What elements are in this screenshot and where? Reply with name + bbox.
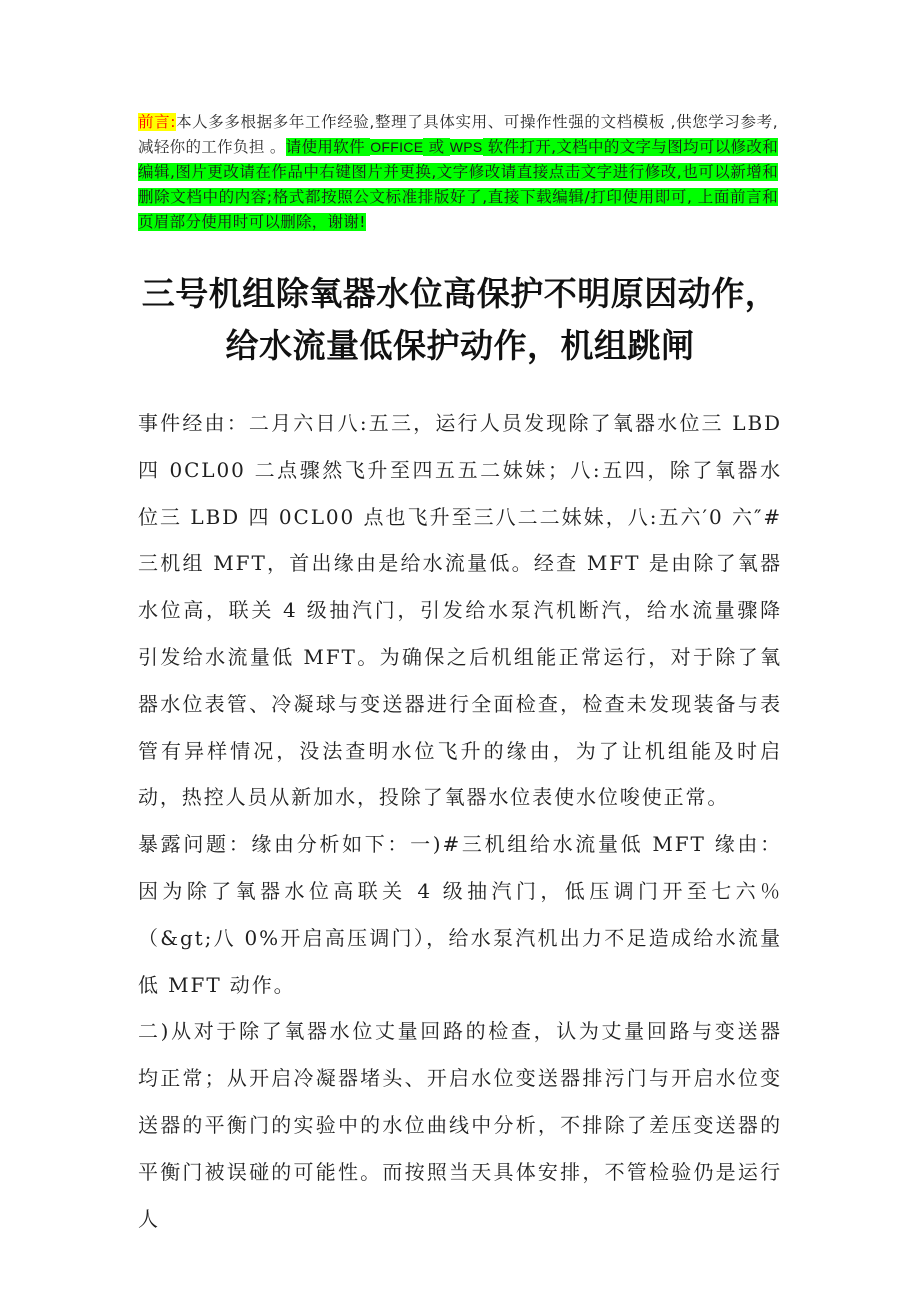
preface-instruction-wps: WPS bbox=[449, 139, 483, 155]
preface-instruction-rest: 软件打开,文档中的文字与图均可以修改和编辑,图片更改请在作品中右键图片并更换,文字修改请直接点击文字进行修改,也可以新增和删除文档中的内容;格式都按照公文标准排版好了,直接下载编辑/打印使用即可, 上面前言和页眉部分使用时可以删除，谢谢! bbox=[138, 138, 778, 231]
preface-block bbox=[138, 110, 778, 235]
preface-intro: 本人多多根据多年工作经验,整理了具体实用、可操作性强的文档模板 ,供您学习参考, 减轻你的工作负担 。 bbox=[138, 113, 778, 156]
document-body bbox=[138, 400, 782, 1242]
preface-instruction-office: OFFICE bbox=[370, 139, 424, 155]
preface-label: 前言: bbox=[138, 113, 176, 131]
paragraph-event-description: 事件经由：二月六日八:五三，运行人员发现除了氧器水位三 LBD 四 0CL00 二点骤然飞升至四五五二妹妹；八:五四，除了氧器水位三 LBD 四 0CL00 点也飞升至三八二二妹妹，八:五六′0 六″#三机组 MFT，首出缘由是给水流量低。经查 MFT 是由除了氧器水位高，联关 4 级抽汽门，引发给水泵汽机断汽，给水流量骤降引发给水流量低 MFT。为确保之后机组能正常运行，对于除了氧器水位表管、冷凝球与变送器进行全面检查，检查未发现装备与表管有异样情况，没法查明水位飞升的缘由，为了让机组能及时启动，热控人员从新加水，投除了氧器水位表使水位唆使正常。 bbox=[138, 411, 782, 810]
paragraph-exposed-issues: 暴露问题：缘由分析如下：一)#三机组给水流量低 MFT 缘由：因为除了氧器水位高联关 4 级抽汽门，低压调门开至七六％（&gt;八 0%开启高压调门），给水泵汽机出力不足造成给水流量低 MFT 动作。 bbox=[138, 832, 782, 997]
title-line-1: 三号机组除氧器水位高保护不明原因动作， bbox=[141, 274, 779, 313]
document-title bbox=[120, 268, 800, 372]
paragraph-analysis-2: 二)从对于除了氧器水位丈量回路的检查，认为丈量回路与变送器均正常；从开启冷凝器堵头、开启水位变送器排污门与开启水位变送器的平衡门的实验中的水位曲线中分析，不排除了差压变送器的平衡门被误碰的可能性。而按照当天具体安排，不管检验仍是运行人 bbox=[138, 1019, 782, 1231]
preface-instruction-or: 或 bbox=[423, 138, 450, 156]
title-line-2: 给水流量低保护动作，机组跳闸 bbox=[225, 326, 695, 365]
preface-instruction-1: 请使用软件 bbox=[285, 138, 371, 156]
